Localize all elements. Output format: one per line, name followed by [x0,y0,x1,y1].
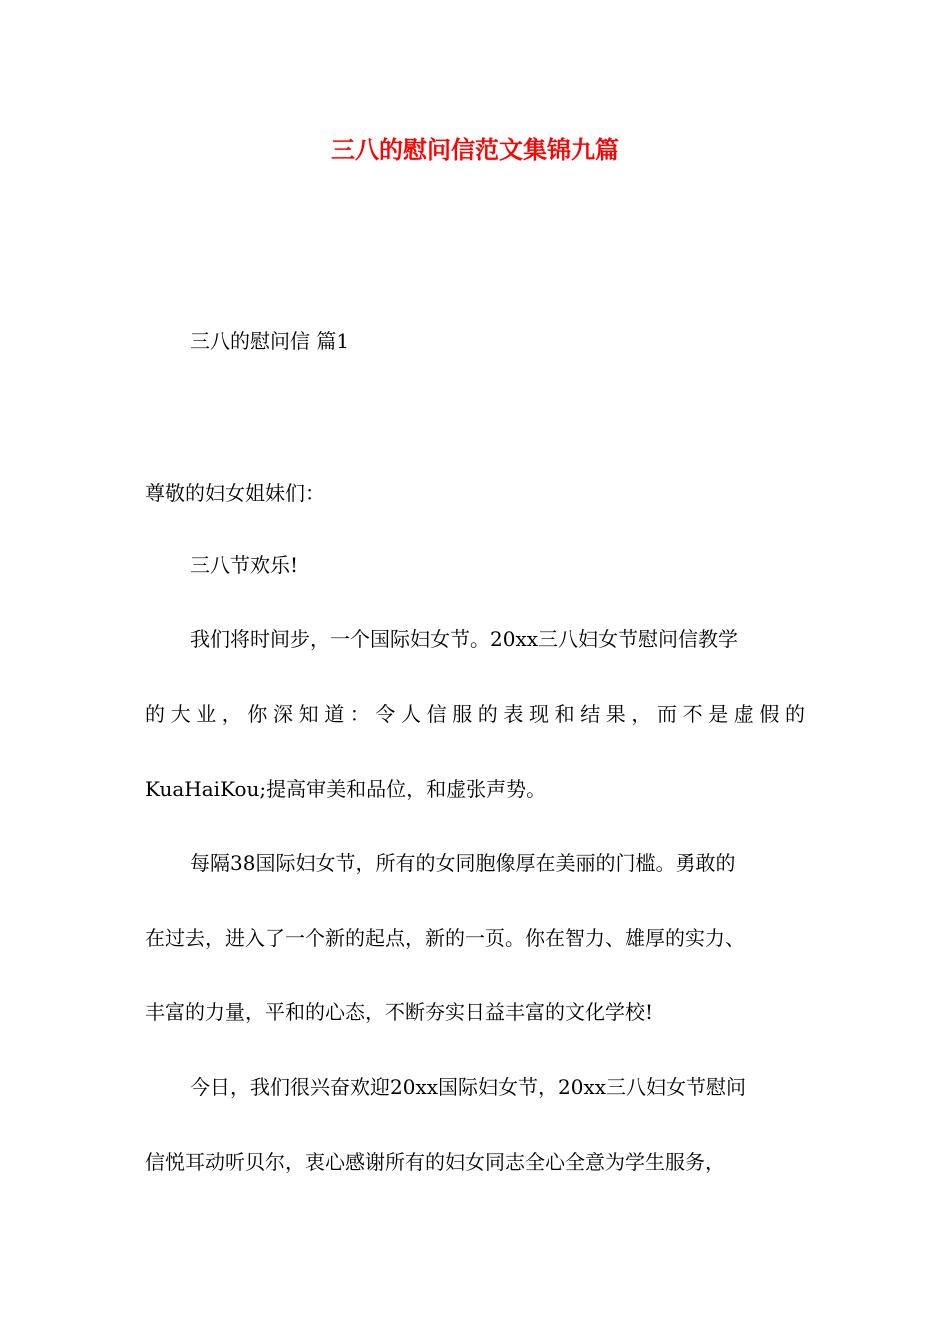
document-title: 三八的慰问信范文集锦九篇 [331,136,619,164]
paragraph-line: 每隔38国际妇女节，所有的女同胞像厚在美丽的门槛。勇敢的 [190,851,736,875]
greeting-line: 三八节欢乐! [190,553,299,577]
paragraph-line: 的大业，你深知道：令人信服的表现和结果，而不是虚假的 [145,702,805,726]
paragraph-line: 今日，我们很兴奋欢迎20xx国际妇女节，20xx三八妇女节慰问 [190,1075,747,1099]
paragraph-line: KuaHaiKou;提高审美和品位，和虚张声势。 [145,777,547,801]
section-heading: 三八的慰问信 篇1 [190,329,350,353]
salutation: 尊敬的妇女姐妹们： [145,481,325,505]
paragraph-line: 我们将时间步，一个国际妇女节。20xx三八妇女节慰问信教学 [190,627,739,651]
paragraph-line: 在过去，进入了一个新的起点，新的一页。你在智力、雄厚的实力、 [145,926,745,950]
paragraph-line: 信悦耳动听贝尔，衷心感谢所有的妇女同志全心全意为学生服务， [145,1150,725,1174]
paragraph-line: 丰富的力量，平和的心态，不断夯实日益丰富的文化学校! [145,1000,654,1024]
